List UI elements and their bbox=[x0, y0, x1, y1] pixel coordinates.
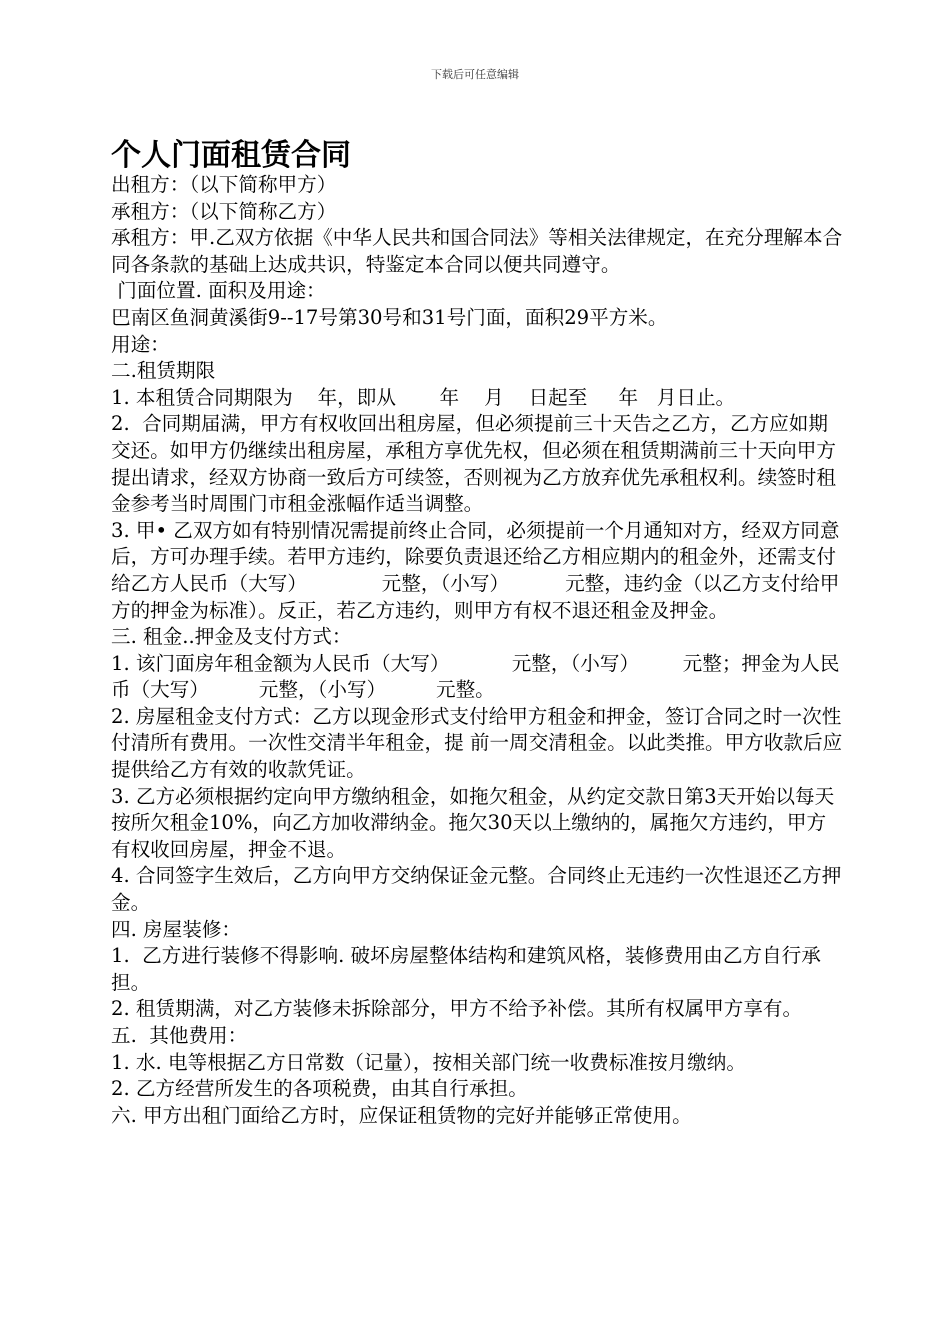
section-heading-term: 二.租赁期限 bbox=[111, 359, 216, 383]
document-body bbox=[111, 172, 843, 1129]
clause-fees-2: 2. 乙方经营所发生的各项税费，由其自行承担。 bbox=[111, 1077, 528, 1101]
section-heading-renovation: 四. 房屋装修： bbox=[111, 917, 242, 941]
paragraph-lessor: 出租方：（以下简称甲方） bbox=[111, 173, 337, 196]
paragraph-usage: 用途： bbox=[111, 332, 170, 356]
document-title: 个人门面租赁合同 bbox=[111, 138, 351, 173]
clause-renovation-2: 2. 租赁期满，对乙方装修未拆除部分，甲方不给予补偿。其所有权属甲方享有。 bbox=[111, 997, 803, 1021]
clause-rent-2: 2. 房屋租金支付方式：乙方以现金形式支付给甲方租金和押金，签订合同之时一次性付清所有费用。一次性交清半年租金，提 前一周交清租金。以此类推。甲方收款后应提供给乙方有效的收款凭证。 bbox=[111, 704, 843, 782]
paragraph-lessee: 承租方：（以下简称乙方） bbox=[111, 199, 337, 223]
paragraph-preamble: 承租方：甲.乙双方依据《中华人民共和国合同法》等相关法律规定，在充分理解本合同各条款的基础上达成共识，特鉴定本合同以便共同遵守。 bbox=[111, 226, 843, 276]
clause-term-3: 3. 甲• 乙双方如有特别情况需提前终止合同，必须提前一个月通知对方，经双方同意后，方可办理手续。若甲方违约，除要负责退还给乙方相应期内的租金外，还需支付给乙方人民币（大写） 元整，（小写） 元整，违约金（以乙方支付给甲方的押金为标准）。反正，若乙方违约，则甲方有权不退还租金及押金。 bbox=[111, 518, 840, 622]
paragraph-address: 巴南区鱼洞黄溪街9--17号第30号和31号门面，面积29平方米。 bbox=[111, 305, 668, 329]
section-heading-location: 门面位置. 面积及用途： bbox=[111, 279, 326, 303]
clause-rent-1: 1. 该门面房年租金额为人民币（大写） 元整，（小写） 元整；押金为人民币（大写） 元整，（小写） 元整。 bbox=[111, 651, 840, 702]
clause-term-2: 2. 合同期届满，甲方有权收回出租房屋，但必须提前三十天告之乙方，乙方应如期交还。如甲方仍继续出租房屋，承租方享优先权，但必须在租赁期满前三十天向甲方提出请求，经双方协商一致后方可续签，否则视为乙方放弃优先承租权利。续签时租金参考当时周围门市租金涨幅作适当调整。 bbox=[111, 412, 836, 516]
section-heading-rent: 三. 租金..押金及支付方式： bbox=[111, 625, 352, 649]
clause-rent-3: 3. 乙方必须根据约定向甲方缴纳租金，如拖欠租金，从约定交款日第3天开始以每天按所欠租金10%，向乙方加收滞纳金。拖欠30天以上缴纳的，属拖欠方违约，甲方有权收回房屋，押金不退。 bbox=[111, 784, 835, 861]
page-header-note: 下载后可任意编辑 bbox=[431, 68, 519, 81]
section-heading-other-fees: 五. 其他费用： bbox=[111, 1024, 248, 1047]
clause-rent-4: 4. 合同签字生效后，乙方向甲方交纳保证金元整。合同终止无违约一次性退还乙方押金。 bbox=[111, 864, 842, 915]
section-six: 六. 甲方出租门面给乙方时，应保证租赁物的完好并能够正常使用。 bbox=[111, 1103, 692, 1127]
clause-fees-1: 1. 水. 电等根据乙方日常数（记量），按相关部门统一收费标准按月缴纳。 bbox=[111, 1050, 746, 1074]
clause-renovation-1: 1. 乙方进行装修不得影响. 破坏房屋整体结构和建筑风格，装修费用由乙方自行承担。 bbox=[111, 944, 821, 994]
clause-term-1: 1. 本租赁合同期限为 年，即从 年 月 日起至 年 月日止。 bbox=[111, 385, 736, 409]
